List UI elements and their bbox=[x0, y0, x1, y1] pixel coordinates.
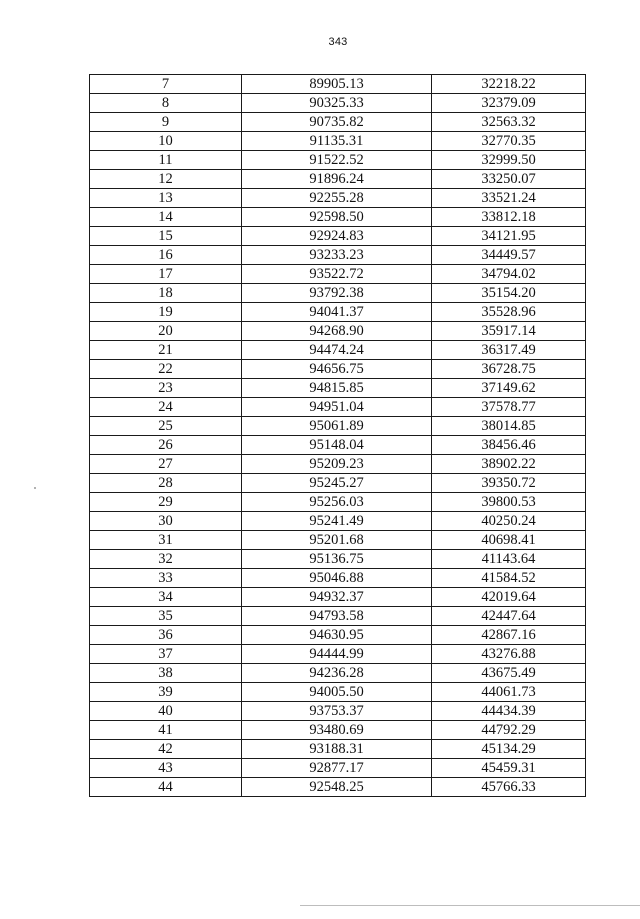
index-cell: 13 bbox=[90, 189, 242, 208]
table-row bbox=[90, 398, 586, 417]
table-row bbox=[90, 360, 586, 379]
value-b-cell: 32770.35 bbox=[432, 132, 586, 151]
value-b-cell: 35528.96 bbox=[432, 303, 586, 322]
value-a-cell: 93753.37 bbox=[242, 702, 432, 721]
value-a-cell: 93233.23 bbox=[242, 246, 432, 265]
table-row bbox=[90, 94, 586, 113]
value-a-cell: 95061.89 bbox=[242, 417, 432, 436]
value-b-cell: 44434.39 bbox=[432, 702, 586, 721]
value-a-cell: 95148.04 bbox=[242, 436, 432, 455]
value-b-cell: 44061.73 bbox=[432, 683, 586, 702]
scan-speck bbox=[34, 487, 36, 489]
index-cell: 34 bbox=[90, 588, 242, 607]
table-row bbox=[90, 208, 586, 227]
value-a-cell: 91896.24 bbox=[242, 170, 432, 189]
table-row bbox=[90, 607, 586, 626]
value-b-cell: 40250.24 bbox=[432, 512, 586, 531]
table-row bbox=[90, 550, 586, 569]
table-row bbox=[90, 379, 586, 398]
table-row bbox=[90, 512, 586, 531]
value-a-cell: 94630.95 bbox=[242, 626, 432, 645]
table-row bbox=[90, 189, 586, 208]
value-b-cell: 36317.49 bbox=[432, 341, 586, 360]
value-b-cell: 32379.09 bbox=[432, 94, 586, 113]
table-row bbox=[90, 740, 586, 759]
table-row bbox=[90, 170, 586, 189]
index-cell: 30 bbox=[90, 512, 242, 531]
value-a-cell: 94041.37 bbox=[242, 303, 432, 322]
value-b-cell: 41584.52 bbox=[432, 569, 586, 588]
index-cell: 15 bbox=[90, 227, 242, 246]
table-row bbox=[90, 588, 586, 607]
index-cell: 36 bbox=[90, 626, 242, 645]
data-table bbox=[89, 74, 586, 797]
table-row bbox=[90, 645, 586, 664]
index-cell: 44 bbox=[90, 778, 242, 797]
value-a-cell: 94815.85 bbox=[242, 379, 432, 398]
value-a-cell: 94236.28 bbox=[242, 664, 432, 683]
value-a-cell: 94656.75 bbox=[242, 360, 432, 379]
value-a-cell: 91135.31 bbox=[242, 132, 432, 151]
table-row bbox=[90, 113, 586, 132]
index-cell: 7 bbox=[90, 75, 242, 94]
index-cell: 16 bbox=[90, 246, 242, 265]
value-b-cell: 37149.62 bbox=[432, 379, 586, 398]
table-row bbox=[90, 683, 586, 702]
value-a-cell: 94951.04 bbox=[242, 398, 432, 417]
value-a-cell: 93480.69 bbox=[242, 721, 432, 740]
value-b-cell: 33250.07 bbox=[432, 170, 586, 189]
index-cell: 38 bbox=[90, 664, 242, 683]
value-b-cell: 34794.02 bbox=[432, 265, 586, 284]
table-row bbox=[90, 474, 586, 493]
value-b-cell: 43276.88 bbox=[432, 645, 586, 664]
value-b-cell: 32999.50 bbox=[432, 151, 586, 170]
index-cell: 42 bbox=[90, 740, 242, 759]
value-b-cell: 42019.64 bbox=[432, 588, 586, 607]
index-cell: 23 bbox=[90, 379, 242, 398]
value-a-cell: 92255.28 bbox=[242, 189, 432, 208]
value-a-cell: 92877.17 bbox=[242, 759, 432, 778]
value-a-cell: 94444.99 bbox=[242, 645, 432, 664]
value-b-cell: 44792.29 bbox=[432, 721, 586, 740]
value-a-cell: 94793.58 bbox=[242, 607, 432, 626]
index-cell: 24 bbox=[90, 398, 242, 417]
table-row bbox=[90, 417, 586, 436]
table-row bbox=[90, 341, 586, 360]
table-row bbox=[90, 778, 586, 797]
index-cell: 14 bbox=[90, 208, 242, 227]
value-a-cell: 90325.33 bbox=[242, 94, 432, 113]
table-row bbox=[90, 75, 586, 94]
value-b-cell: 33521.24 bbox=[432, 189, 586, 208]
index-cell: 11 bbox=[90, 151, 242, 170]
index-cell: 22 bbox=[90, 360, 242, 379]
table-row bbox=[90, 227, 586, 246]
table-row bbox=[90, 664, 586, 683]
value-a-cell: 91522.52 bbox=[242, 151, 432, 170]
value-a-cell: 95201.68 bbox=[242, 531, 432, 550]
value-a-cell: 95256.03 bbox=[242, 493, 432, 512]
value-b-cell: 32563.32 bbox=[432, 113, 586, 132]
value-a-cell: 93792.38 bbox=[242, 284, 432, 303]
value-a-cell: 92924.83 bbox=[242, 227, 432, 246]
table-row bbox=[90, 303, 586, 322]
table-row bbox=[90, 531, 586, 550]
value-b-cell: 32218.22 bbox=[432, 75, 586, 94]
value-a-cell: 94005.50 bbox=[242, 683, 432, 702]
value-b-cell: 34449.57 bbox=[432, 246, 586, 265]
value-a-cell: 92548.25 bbox=[242, 778, 432, 797]
value-a-cell: 89905.13 bbox=[242, 75, 432, 94]
value-b-cell: 38014.85 bbox=[432, 417, 586, 436]
value-b-cell: 45459.31 bbox=[432, 759, 586, 778]
value-b-cell: 38902.22 bbox=[432, 455, 586, 474]
index-cell: 31 bbox=[90, 531, 242, 550]
index-cell: 39 bbox=[90, 683, 242, 702]
table-row bbox=[90, 265, 586, 284]
table-row bbox=[90, 759, 586, 778]
value-a-cell: 95245.27 bbox=[242, 474, 432, 493]
table-row bbox=[90, 132, 586, 151]
index-cell: 33 bbox=[90, 569, 242, 588]
index-cell: 43 bbox=[90, 759, 242, 778]
value-a-cell: 94474.24 bbox=[242, 341, 432, 360]
value-b-cell: 38456.46 bbox=[432, 436, 586, 455]
data-table-container bbox=[89, 74, 586, 797]
value-b-cell: 37578.77 bbox=[432, 398, 586, 417]
value-b-cell: 35154.20 bbox=[432, 284, 586, 303]
value-b-cell: 39800.53 bbox=[432, 493, 586, 512]
value-b-cell: 36728.75 bbox=[432, 360, 586, 379]
value-a-cell: 92598.50 bbox=[242, 208, 432, 227]
index-cell: 32 bbox=[90, 550, 242, 569]
table-row bbox=[90, 702, 586, 721]
index-cell: 20 bbox=[90, 322, 242, 341]
index-cell: 27 bbox=[90, 455, 242, 474]
table-row bbox=[90, 626, 586, 645]
value-b-cell: 39350.72 bbox=[432, 474, 586, 493]
index-cell: 37 bbox=[90, 645, 242, 664]
index-cell: 17 bbox=[90, 265, 242, 284]
table-row bbox=[90, 322, 586, 341]
index-cell: 19 bbox=[90, 303, 242, 322]
value-b-cell: 42447.64 bbox=[432, 607, 586, 626]
table-row bbox=[90, 284, 586, 303]
table-row bbox=[90, 721, 586, 740]
value-a-cell: 90735.82 bbox=[242, 113, 432, 132]
value-a-cell: 95046.88 bbox=[242, 569, 432, 588]
index-cell: 10 bbox=[90, 132, 242, 151]
table-body bbox=[90, 75, 586, 797]
value-a-cell: 95241.49 bbox=[242, 512, 432, 531]
index-cell: 12 bbox=[90, 170, 242, 189]
value-b-cell: 35917.14 bbox=[432, 322, 586, 341]
value-b-cell: 45766.33 bbox=[432, 778, 586, 797]
value-b-cell: 41143.64 bbox=[432, 550, 586, 569]
value-a-cell: 93522.72 bbox=[242, 265, 432, 284]
index-cell: 21 bbox=[90, 341, 242, 360]
value-b-cell: 33812.18 bbox=[432, 208, 586, 227]
value-b-cell: 43675.49 bbox=[432, 664, 586, 683]
value-b-cell: 40698.41 bbox=[432, 531, 586, 550]
value-a-cell: 94932.37 bbox=[242, 588, 432, 607]
table-row bbox=[90, 436, 586, 455]
bottom-rule bbox=[300, 905, 640, 906]
index-cell: 8 bbox=[90, 94, 242, 113]
value-b-cell: 45134.29 bbox=[432, 740, 586, 759]
page-number: 343 bbox=[328, 36, 348, 48]
index-cell: 29 bbox=[90, 493, 242, 512]
index-cell: 25 bbox=[90, 417, 242, 436]
index-cell: 26 bbox=[90, 436, 242, 455]
value-a-cell: 95136.75 bbox=[242, 550, 432, 569]
index-cell: 9 bbox=[90, 113, 242, 132]
table-row bbox=[90, 455, 586, 474]
index-cell: 28 bbox=[90, 474, 242, 493]
table-row bbox=[90, 151, 586, 170]
index-cell: 41 bbox=[90, 721, 242, 740]
table-row bbox=[90, 569, 586, 588]
index-cell: 18 bbox=[90, 284, 242, 303]
index-cell: 35 bbox=[90, 607, 242, 626]
table-row bbox=[90, 493, 586, 512]
table-row bbox=[90, 246, 586, 265]
value-b-cell: 42867.16 bbox=[432, 626, 586, 645]
index-cell: 40 bbox=[90, 702, 242, 721]
value-a-cell: 95209.23 bbox=[242, 455, 432, 474]
value-a-cell: 94268.90 bbox=[242, 322, 432, 341]
value-a-cell: 93188.31 bbox=[242, 740, 432, 759]
value-b-cell: 34121.95 bbox=[432, 227, 586, 246]
